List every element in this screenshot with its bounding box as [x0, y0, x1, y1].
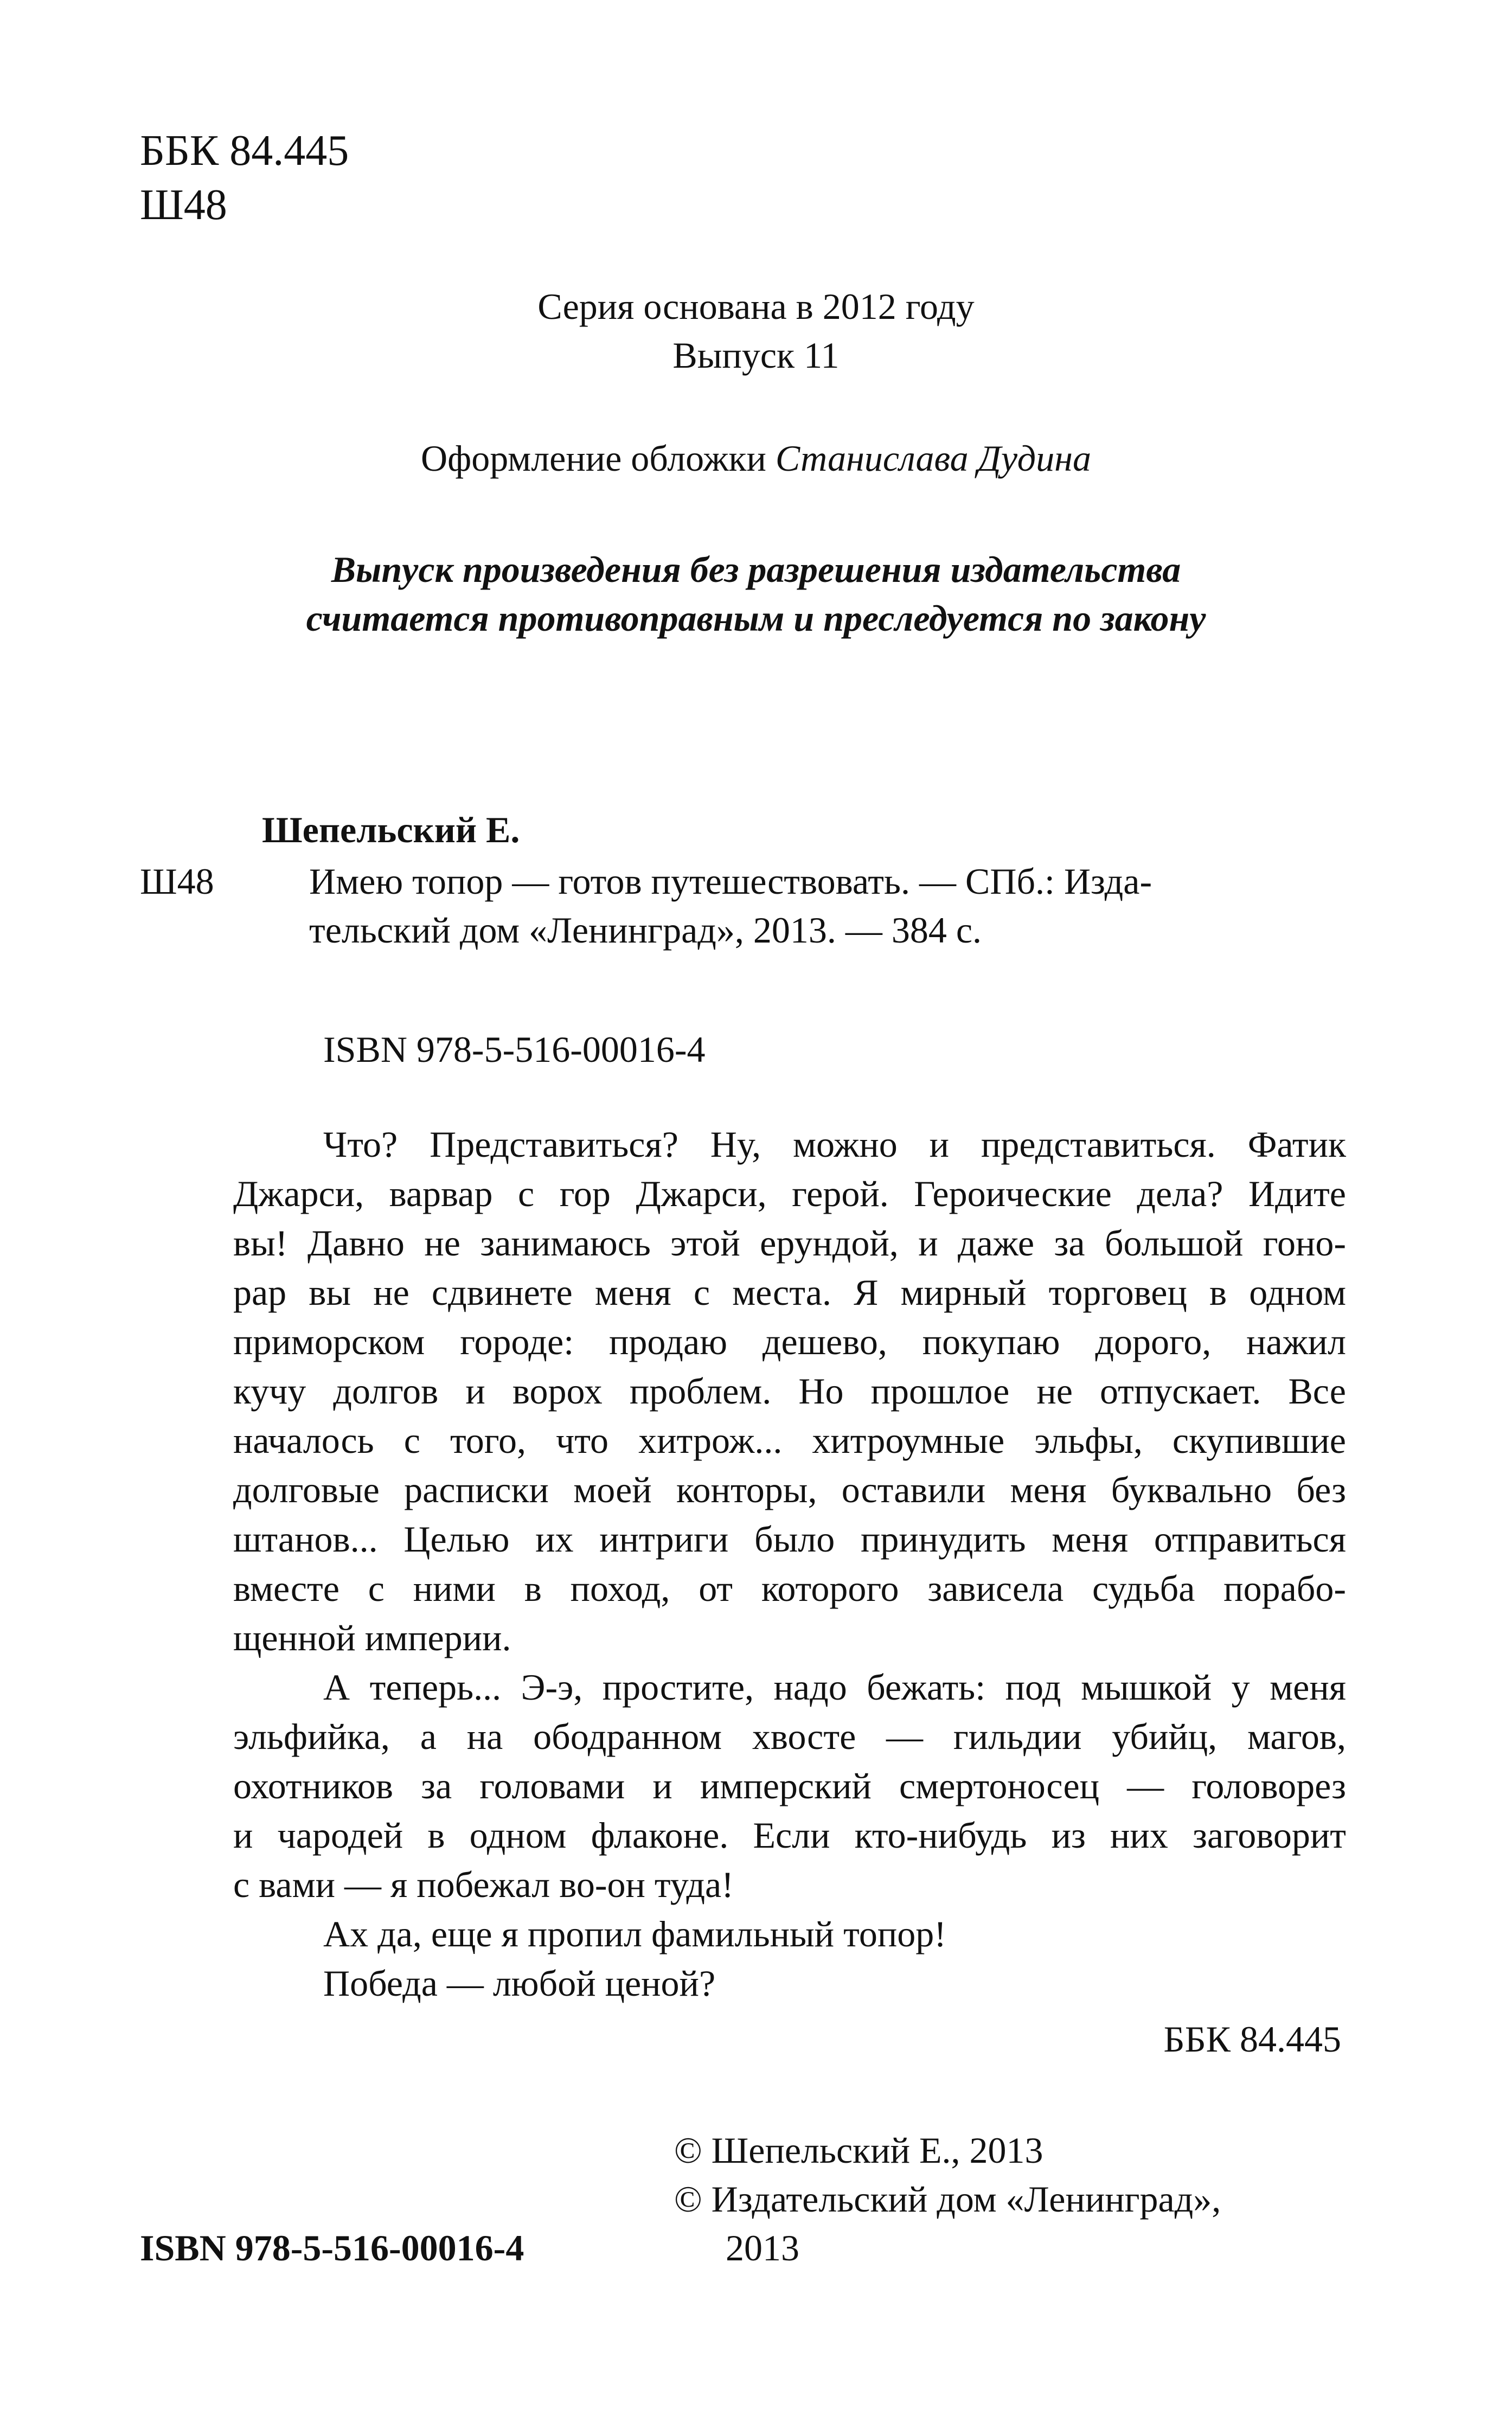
catalog-line-2: тельский дом «Ленинград», 2013. — 384 с. — [309, 909, 982, 951]
annotation-line: началось с того, что хитрож... хитроумные эльфы, скупившие — [233, 1420, 1346, 1461]
catalog-line-1: Имею топор — готов путешествовать. — СПб.: Изда- — [309, 861, 1152, 902]
series-issue: Выпуск 11 — [672, 335, 840, 376]
copyright-warning — [0, 545, 1512, 643]
catalog-isbn: ISBN 978-5-516-00016-4 — [323, 1029, 706, 1070]
annotation-line: эльфийка, а на ободранном хвосте — гильдии убийц, магов, — [233, 1716, 1346, 1757]
annotation-line: и чародей в одном флаконе. Если кто-нибудь из них заговорит — [233, 1815, 1346, 1856]
copyright-publisher: © Издательский дом «Ленинград», — [674, 2178, 1221, 2220]
bbk-header — [140, 124, 349, 232]
annotation-line: кучу долгов и ворох проблем. Но прошлое не отпускает. Все — [233, 1370, 1346, 1412]
bbk-footer: ББК 84.445 — [1163, 2018, 1341, 2060]
isbn-footer: ISBN 978-5-516-00016-4 — [140, 2227, 524, 2268]
annotation-paragraph-3: Ах да, еще я пропил фамильный топор! — [323, 1913, 946, 1954]
annotation-paragraph-2 — [233, 1663, 1346, 1909]
annotation-line: с вами — я побежал во-он туда! — [233, 1864, 734, 1905]
annotation-line: рар вы не сдвинете меня с места. Я мирный торговец в одном — [233, 1272, 1346, 1313]
annotation-line: приморском городе: продаю дешево, покупаю дорого, нажил — [233, 1321, 1346, 1362]
bbk-code: ББК 84.445 — [140, 127, 349, 175]
annotation-line: вы! Давно не занимаюсь этой ерундой, и даже за большой гоно- — [233, 1222, 1346, 1264]
copyright-author: © Шепельский Е., 2013 — [674, 2130, 1043, 2171]
series-founded: Серия основана в 2012 году — [537, 286, 975, 327]
annotation — [233, 1120, 1346, 2008]
annotation-line: долговые расписки моей конторы, оставили меня буквально без — [233, 1469, 1346, 1510]
annotation-line: охотников за головами и имперский смертоносец — головорез — [233, 1765, 1346, 1806]
author-mark: Ш48 — [140, 181, 227, 229]
annotation-line: А теперь... Э-э, простите, надо бежать: под мышкой у меня — [323, 1667, 1346, 1708]
annotation-paragraph-1 — [233, 1120, 1346, 1663]
annotation-line: Что? Представиться? Ну, можно и представиться. Фатик — [323, 1124, 1346, 1165]
catalog-author: Шепельский Е. — [262, 809, 520, 850]
cover-label: Оформление обложки — [421, 438, 766, 479]
annotation-line: щенной империи. — [233, 1617, 511, 1658]
catalog-description — [309, 857, 1152, 954]
annotation-paragraph-4: Победа — любой ценой? — [323, 1963, 716, 2004]
cover-credit — [0, 434, 1512, 483]
series-info — [0, 282, 1512, 380]
catalog-code: Ш48 — [140, 861, 214, 902]
annotation-line: вместе с ними в поход, от которого зависела судьба порабо- — [233, 1568, 1346, 1609]
warning-line-2: считается противоправным и преследуется по закону — [306, 598, 1206, 639]
copyright-block — [674, 2126, 1221, 2272]
warning-line-1: Выпуск произведения без разрешения издательства — [331, 549, 1181, 590]
annotation-line: Джарси, варвар с гор Джарси, герой. Героические дела? Идите — [233, 1173, 1346, 1214]
annotation-line: штанов... Целью их интриги было принудить меня отправиться — [233, 1518, 1346, 1560]
cover-designer: Станислава Дудина — [775, 438, 1091, 479]
copyright-year: 2013 — [726, 2227, 799, 2268]
